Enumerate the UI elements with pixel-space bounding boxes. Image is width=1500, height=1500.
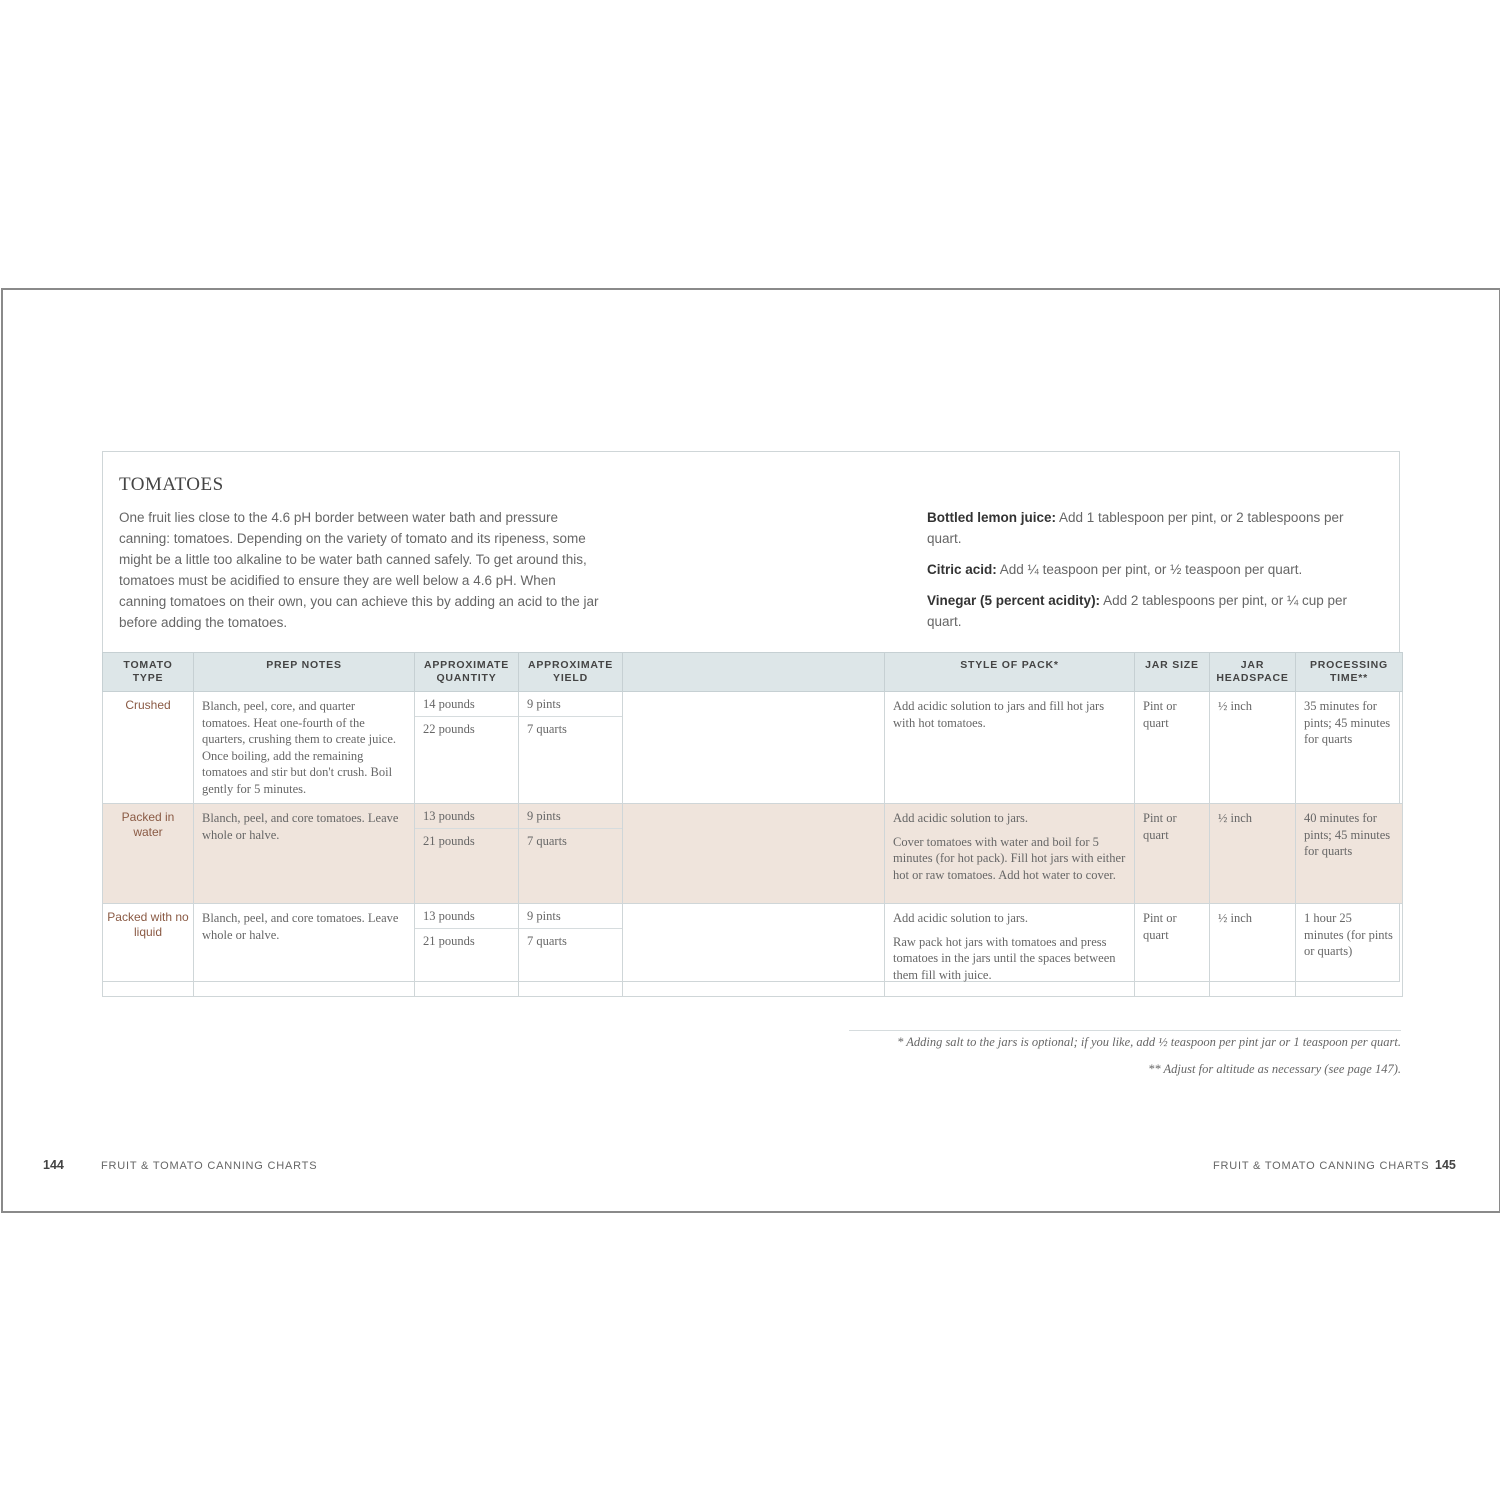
style-text: Add acidic solution to jars. — [893, 911, 1029, 925]
header-prep-notes: PREP NOTES — [194, 653, 415, 692]
tomatoes-panel — [102, 451, 1400, 982]
processing-time-cell: 1 hour 25 minutes (for pints or quarts) — [1296, 904, 1403, 997]
headspace-cell: ½ inch — [1210, 692, 1296, 804]
headspace-cell: ½ inch — [1210, 804, 1296, 904]
processing-time-cell: 35 minutes for pints; 45 minutes for quarts — [1296, 692, 1403, 804]
style-text: Cover tomatoes with water and boil for 5 minutes (for hot pack). Fill hot jars with either hot or raw tomatoes. Add hot water to cover. — [893, 834, 1126, 882]
table-row — [103, 692, 1403, 804]
book-spread — [1, 288, 1500, 1213]
running-head-left: FRUIT & TOMATO CANNING CHARTS — [101, 1160, 318, 1172]
quantity-pints: 14 pounds — [415, 692, 518, 717]
table-row — [103, 904, 1403, 997]
jar-size-cell: Pint or quart — [1135, 904, 1210, 997]
blank-cell — [623, 804, 885, 904]
header-jar-size: JAR SIZE — [1135, 653, 1210, 692]
style-of-pack-cell — [885, 804, 1135, 904]
footnotes — [849, 1030, 1401, 1077]
acid-label: Citric acid: — [927, 562, 997, 577]
yield-pints: 9 pints — [519, 904, 622, 929]
style-of-pack-cell — [885, 692, 1135, 804]
tomato-type-cell: Packed with no liquid — [103, 904, 194, 997]
yield-cell — [519, 804, 623, 904]
yield-pints: 9 pints — [519, 692, 622, 717]
quantity-quarts: 21 pounds — [423, 834, 475, 848]
blank-cell — [623, 692, 885, 804]
style-text: Add acidic solution to jars. — [893, 811, 1029, 825]
quantity-pints: 13 pounds — [415, 804, 518, 829]
page-number-left: 144 — [43, 1158, 64, 1172]
quantity-quarts: 21 pounds — [423, 934, 475, 948]
quantity-cell — [415, 904, 519, 997]
style-of-pack-cell — [885, 904, 1135, 997]
yield-cell — [519, 904, 623, 997]
tomato-type-cell: Crushed — [103, 692, 194, 804]
quantity-pints: 13 pounds — [415, 904, 518, 929]
prep-notes-cell: Blanch, peel, core, and quarter tomatoes. Heat one-fourth of the quarters, crushing them to create juice. Once boiling, add the remaining tomatoes and stir but don't crush. Boil gently for 5 minutes. — [194, 692, 415, 804]
table-header-row — [103, 653, 1403, 692]
quantity-cell — [415, 804, 519, 904]
header-quantity: APPROXIMATE QUANTITY — [415, 653, 519, 692]
acid-text: Add 2 tablespoons per pint, or ¼ cup per quart. — [927, 593, 1347, 629]
yield-quarts: 7 quarts — [527, 834, 567, 848]
intro-paragraph: One fruit lies close to the 4.6 pH border between water bath and pressure canning: tomatoes. Depending on the variety of tomato and its ripeness, some might be a little too alkaline to be water bath canned safely. To get around this, tomatoes must be acidified to ensure they are well below a 4.6 pH. When canning tomatoes on their own, you can achieve this by adding an acid to the jar before adding the tomatoes. — [119, 510, 599, 630]
header-blank — [623, 653, 885, 692]
acid-label: Vinegar (5 percent acidity): — [927, 593, 1101, 608]
headspace-cell: ½ inch — [1210, 904, 1296, 997]
prep-notes-cell: Blanch, peel, and core tomatoes. Leave whole or halve. — [194, 904, 415, 997]
page-number-right: 145 — [1435, 1158, 1456, 1172]
running-head-right: FRUIT & TOMATO CANNING CHARTS — [1213, 1160, 1430, 1172]
acid-item-lemon — [927, 507, 1367, 549]
table-row — [103, 804, 1403, 904]
prep-notes-cell: Blanch, peel, and core tomatoes. Leave whole or halve. — [194, 804, 415, 904]
yield-quarts: 7 quarts — [527, 934, 567, 948]
jar-size-cell: Pint or quart — [1135, 692, 1210, 804]
header-yield: APPROXIMATE YIELD — [519, 653, 623, 692]
header-jar-headspace: JAR HEADSPACE — [1210, 653, 1296, 692]
blank-cell — [623, 904, 885, 997]
tomato-type-cell: Packed in water — [103, 804, 194, 904]
yield-pints: 9 pints — [519, 804, 622, 829]
header-style-of-pack: STYLE OF PACK* — [885, 653, 1135, 692]
acid-text: Add ¼ teaspoon per pint, or ½ teaspoon per quart. — [996, 562, 1303, 577]
yield-cell — [519, 692, 623, 804]
acid-item-citric — [927, 559, 1367, 580]
acid-item-vinegar — [927, 590, 1367, 632]
acid-label: Bottled lemon juice: — [927, 510, 1057, 525]
style-text: Add acidic solution to jars and fill hot jars with hot tomatoes. — [893, 699, 1105, 730]
acid-list — [927, 507, 1367, 642]
yield-quarts: 7 quarts — [527, 722, 567, 736]
style-text: Raw pack hot jars with tomatoes and press tomatoes in the jars until the spaces between them fill with juice. — [893, 934, 1116, 982]
quantity-cell — [415, 692, 519, 804]
canning-table — [102, 652, 1403, 997]
header-tomato-type: TOMATO TYPE — [103, 653, 194, 692]
acid-text: Add 1 tablespoon per pint, or 2 tablespoons per quart. — [927, 510, 1344, 546]
quantity-quarts: 22 pounds — [423, 722, 475, 736]
processing-time-cell: 40 minutes for pints; 45 minutes for quarts — [1296, 804, 1403, 904]
jar-size-cell: Pint or quart — [1135, 804, 1210, 904]
footnote-altitude: ** Adjust for altitude as necessary (see page 147). — [1148, 1062, 1401, 1076]
section-title: TOMATOES — [119, 474, 224, 495]
header-processing-time: PROCESSING TIME** — [1296, 653, 1403, 692]
footnote-salt: * Adding salt to the jars is optional; if you like, add ½ teaspoon per pint jar or 1 teaspoon per quart. — [849, 1030, 1401, 1050]
